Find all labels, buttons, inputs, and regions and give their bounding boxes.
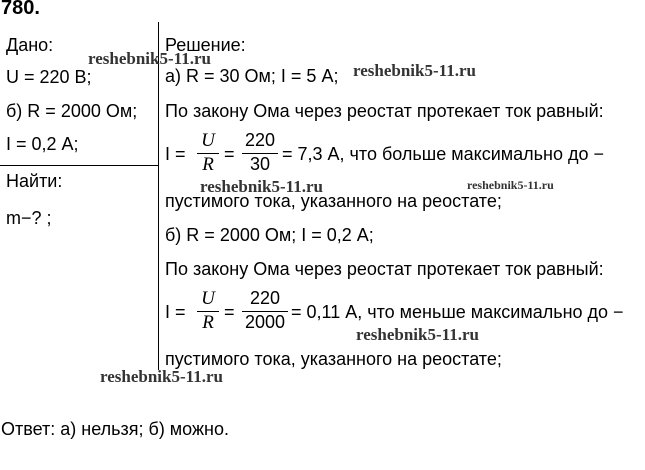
- continuation-a: пустимого тока, указанного на реостате;: [165, 191, 502, 211]
- formula-a-result: = 7,3 А, что больше максимально до −: [282, 144, 604, 164]
- solution-part-a: а) R = 30 Ом; I = 5 А;: [165, 66, 339, 86]
- watermark: reshebnik5-11.ru: [356, 325, 479, 344]
- formula-a-equals: =: [224, 144, 235, 164]
- watermark: reshebnik5-11.ru: [88, 49, 211, 68]
- ohm-intro-a: По закону Ома через реостат протекает ток равный:: [165, 101, 604, 121]
- vertical-divider: [158, 22, 159, 370]
- formula-a-numerator-value: 220: [244, 130, 276, 150]
- find-value: m−? ;: [6, 208, 52, 228]
- given-header: Дано:: [6, 35, 54, 55]
- horizontal-divider: [0, 165, 158, 166]
- formula-b-result: = 0,11 А, что меньше максимально до −: [291, 302, 624, 322]
- watermark: reshebnik5-11.ru: [100, 367, 223, 386]
- formula-b-denominator-value: 2000: [244, 312, 286, 332]
- formula-a-fraction-values: [242, 130, 278, 176]
- formula-a-fraction-symbolic: [197, 130, 219, 176]
- watermark: reshebnik5-11.ru: [200, 177, 323, 196]
- watermark: reshebnik5-11.ru: [353, 61, 476, 80]
- continuation-b: пустимого тока, указанного на реостате;: [165, 349, 502, 369]
- ohm-intro-b: По закону Ома через реостат протекает ток равный:: [165, 259, 604, 279]
- find-header: Найти:: [6, 171, 63, 191]
- formula-a-denominator-value: 30: [249, 154, 271, 174]
- given-resistance: б) R = 2000 Ом;: [6, 101, 138, 121]
- solution-part-b: б) R = 2000 Ом; I = 0,2 А;: [165, 225, 374, 245]
- given-current: I = 0,2 А;: [6, 134, 79, 154]
- formula-b-lhs: I =: [165, 302, 186, 322]
- formula-a-denominator-symbol: R: [202, 154, 214, 175]
- formula-b-fraction-values: [242, 288, 288, 334]
- answer: Ответ: а) нельзя; б) можно.: [1, 419, 229, 439]
- formula-b-denominator-symbol: R: [202, 312, 214, 333]
- formula-a-numerator-symbol: U: [201, 130, 215, 151]
- formula-a-lhs: I =: [165, 144, 186, 164]
- watermark: reshebnik5-11.ru: [467, 178, 554, 192]
- problem-number: 780.: [1, 0, 40, 19]
- solution-header: Решение:: [165, 35, 246, 55]
- formula-b-numerator-value: 220: [249, 288, 281, 308]
- given-voltage: U = 220 В;: [6, 67, 92, 87]
- formula-b-fraction-symbolic: [197, 288, 219, 334]
- formula-b-equals: =: [224, 302, 235, 322]
- formula-b-numerator-symbol: U: [201, 288, 215, 309]
